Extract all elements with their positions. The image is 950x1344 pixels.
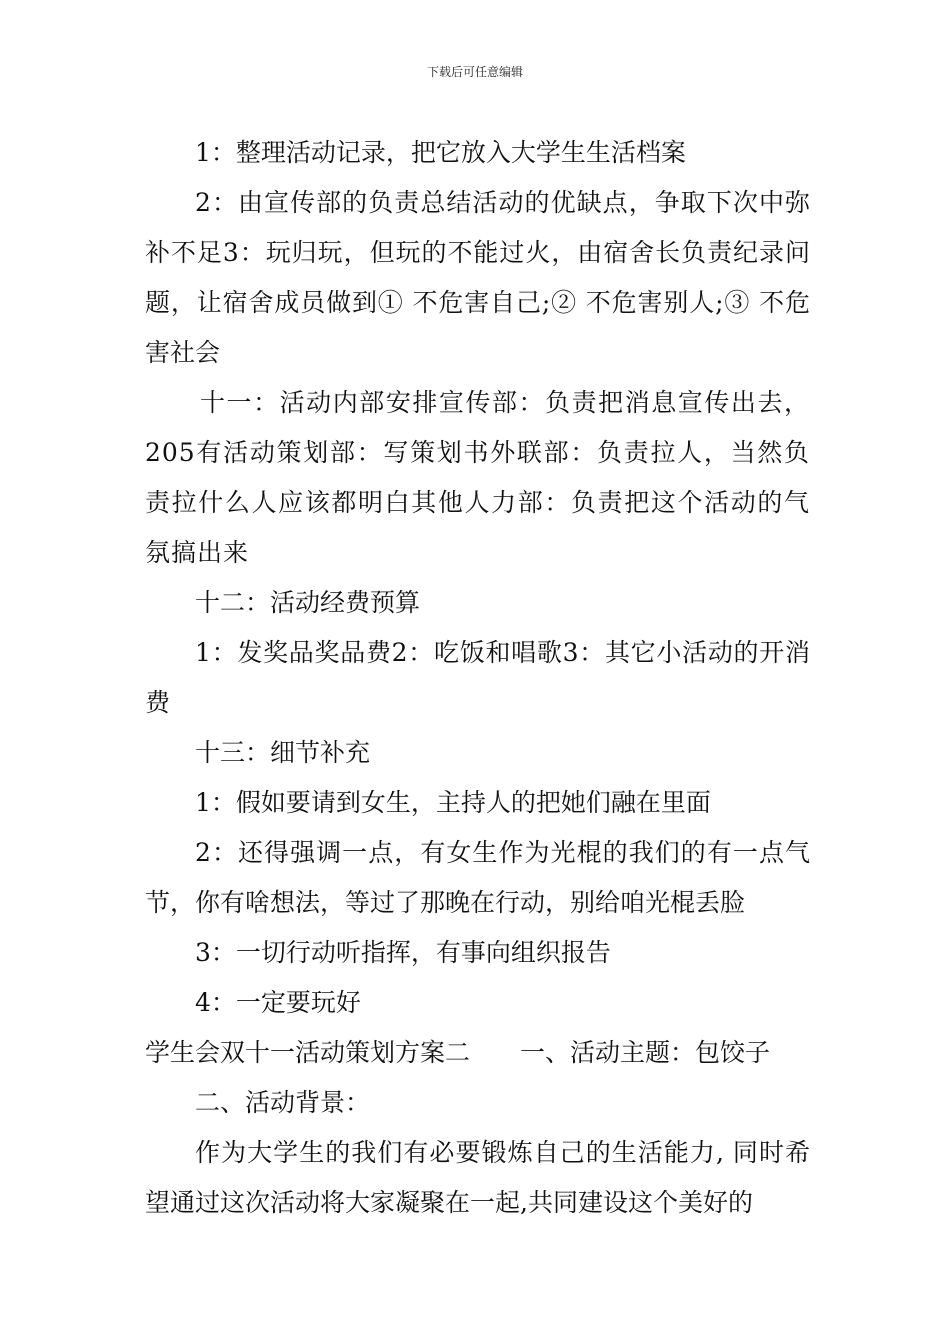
paragraph-detail-4: 4：一定要玩好: [195, 988, 361, 1017]
paragraph-archive-records: 1：整理活动记录，把它放入大学生生活档案: [195, 138, 686, 167]
plan-two-title: 学生会双十一活动策划方案二 一、活动主题：包饺子: [145, 1038, 771, 1067]
paragraph-detail-1: 1：假如要请到女生，主持人的把她们融在里面: [195, 788, 711, 817]
paragraph-detail-3: 3：一切行动听指挥，有事向组织报告: [195, 938, 611, 967]
section-heading-details: 十三：细节补充: [195, 738, 371, 767]
page-header: 下载后可任意编辑: [426, 65, 523, 79]
paragraph-detail-2: 2：还得强调一点，有女生作为光棍的我们的有一点气节，你有啥想法，等过了那晚在行动，别给咱光棍丢脸: [145, 838, 810, 917]
document-body: [145, 128, 810, 1228]
section-heading-background: 二、活动背景：: [195, 1088, 371, 1117]
section-heading-budget: 十二：活动经费预算: [195, 588, 421, 617]
paragraph-budget-items: 1：发奖品奖品费2：吃饭和唱歌3：其它小活动的开消费: [145, 638, 810, 717]
paragraph-background: 作为大学生的我们有必要锻炼自己的生活能力, 同时希望通过这次活动将大家凝聚在一起,共同建设这个美好的: [145, 1138, 810, 1217]
paragraph-summary-shortcomings: 2：由宣传部的负责总结活动的优缺点，争取下次中弥补不足3：玩归玩，但玩的不能过火，由宿舍长负责纪录问题，让宿舍成员做到① 不危害自己;② 不危害别人;③ 不危害社会: [145, 188, 810, 367]
paragraph-internal-arrangement: 十一：活动内部安排宣传部：负责把消息宣传出去，205有活动策划部：写策划书外联部：负责拉人，当然负责拉什么人应该都明白其他人力部：负责把这个活动的气氛搞出来: [145, 388, 810, 567]
